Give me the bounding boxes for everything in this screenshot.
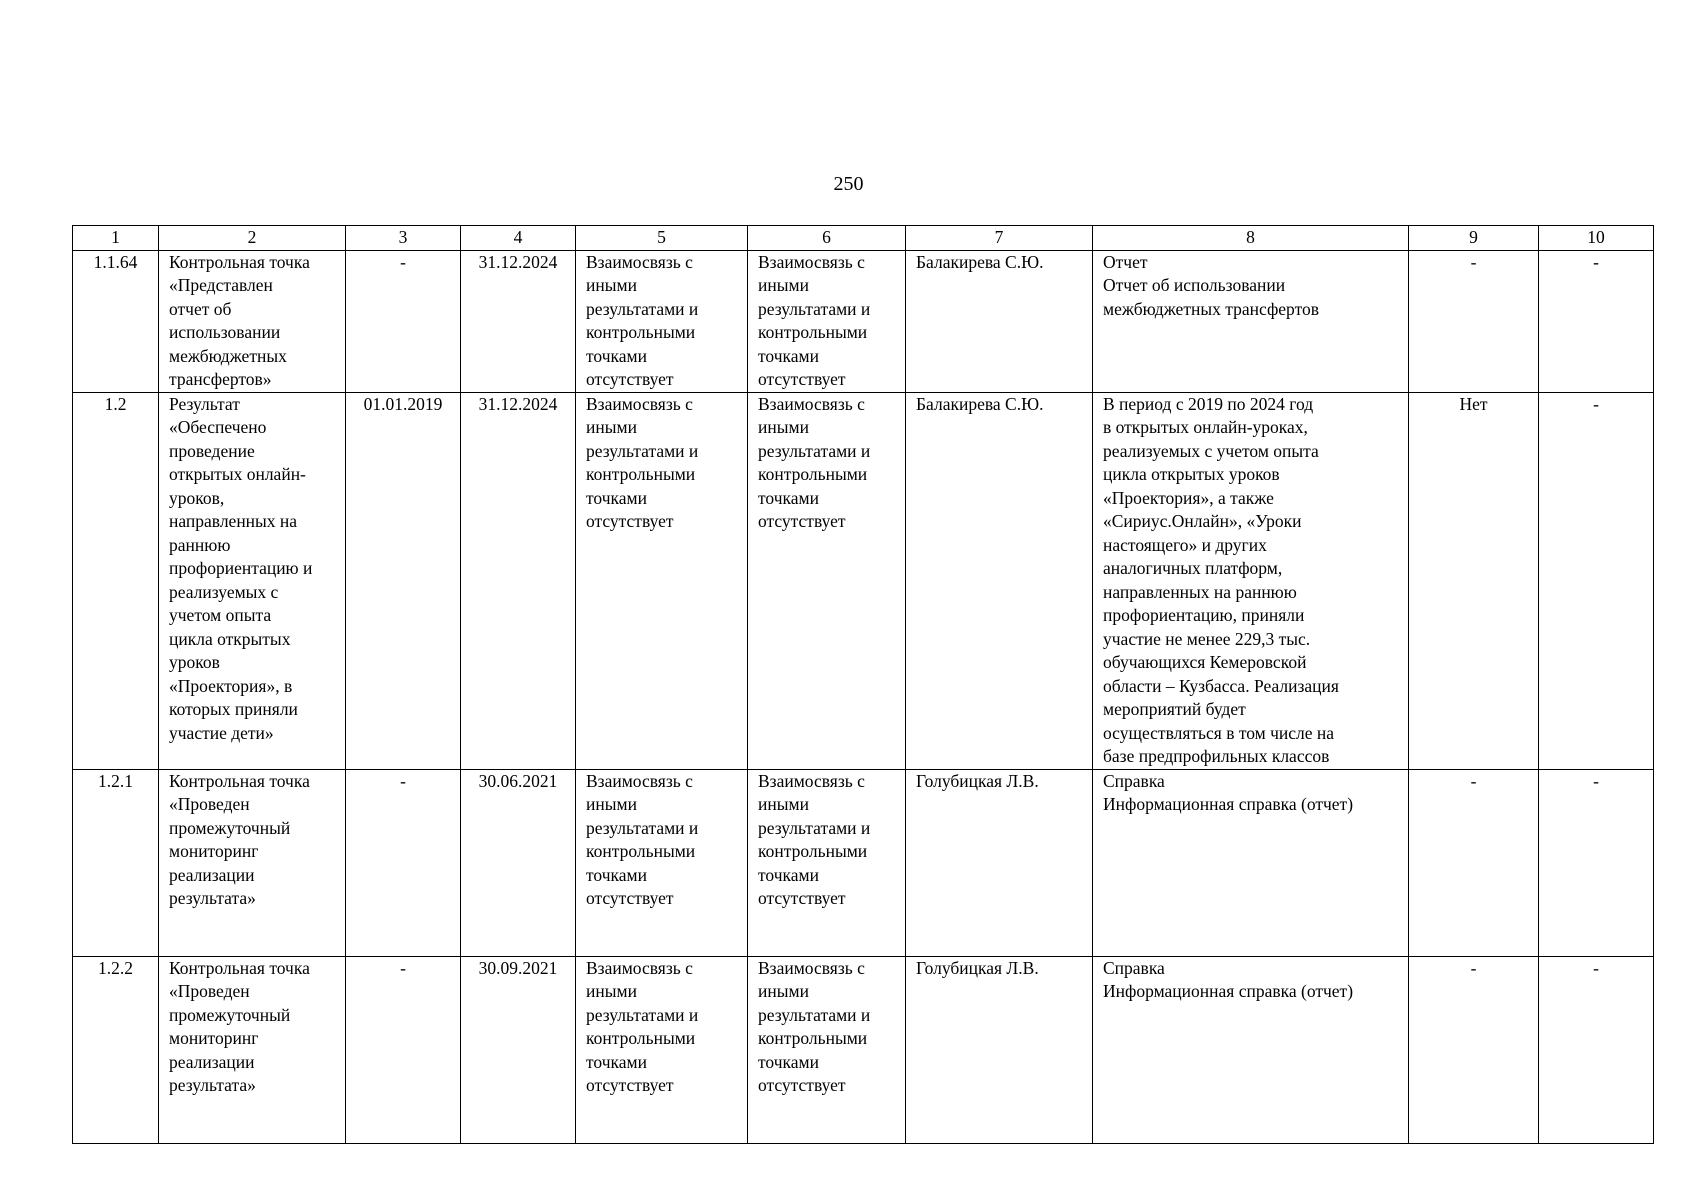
col10-cell: - [1539,956,1654,1143]
row-name-cell: Результат «Обеспечено проведение открытых онлайн- уроков, направленных на раннюю профориентацию и реализуемых с учетом опыта цикла открытых уроков «Проектория», в которых приняли участие дети» [159,392,346,769]
column-header: 1 [73,226,159,251]
table-header-row [73,226,1654,251]
result-cell: Отчет Отчет об использовании межбюджетных трансфертов [1093,250,1409,392]
col9-cell: Нет [1409,392,1539,769]
row-number-cell: 1.1.64 [73,250,159,392]
row-name-cell: Контрольная точка «Проведен промежуточный мониторинг реализации результата» [159,956,346,1143]
table-row [73,956,1654,1143]
link-prev-cell: Взаимосвязь с иными результатами и контрольными точками отсутствует [576,250,748,392]
row-number-cell: 1.2.1 [73,769,159,956]
col9-cell: - [1409,769,1539,956]
responsible-cell: Балакирева С.Ю. [906,250,1093,392]
table-row [73,769,1654,956]
end-date-cell: 31.12.2024 [461,250,576,392]
responsible-cell: Балакирева С.Ю. [906,392,1093,769]
column-header: 4 [461,226,576,251]
column-header: 3 [346,226,461,251]
result-cell: Справка Информационная справка (отчет) [1093,956,1409,1143]
table-row [73,392,1654,769]
start-date-cell: - [346,956,461,1143]
link-next-cell: Взаимосвязь с иными результатами и контрольными точками отсутствует [748,956,906,1143]
page-number: 250 [833,173,864,195]
row-name-cell: Контрольная точка «Проведен промежуточный мониторинг реализации результата» [159,769,346,956]
row-name-cell: Контрольная точка «Представлен отчет об использовании межбюджетных трансфертов» [159,250,346,392]
col10-cell: - [1539,392,1654,769]
end-date-cell: 31.12.2024 [461,392,576,769]
row-number-cell: 1.2.2 [73,956,159,1143]
start-date-cell: - [346,250,461,392]
col9-cell: - [1409,250,1539,392]
column-header: 10 [1539,226,1654,251]
column-header: 2 [159,226,346,251]
link-next-cell: Взаимосвязь с иными результатами и контрольными точками отсутствует [748,769,906,956]
column-header: 8 [1093,226,1409,251]
row-number-cell: 1.2 [73,392,159,769]
col10-cell: - [1539,769,1654,956]
result-cell: В период с 2019 по 2024 год в открытых онлайн-уроках, реализуемых с учетом опыта цикла открытых уроков «Проектория», а также «Сириус.Онлайн», «Уроки настоящего» и других аналогичных платформ, направленных на раннюю профориентацию, приняли участие не менее 229,3 тыс. обучающихся Кемеровской области – Кузбасса. Реализация мероприятий будет осуществляться в том числе на базе предпрофильных классов [1093,392,1409,769]
column-header: 5 [576,226,748,251]
column-header: 6 [748,226,906,251]
column-header: 9 [1409,226,1539,251]
end-date-cell: 30.06.2021 [461,769,576,956]
result-cell: Справка Информационная справка (отчет) [1093,769,1409,956]
link-next-cell: Взаимосвязь с иными результатами и контрольными точками отсутствует [748,392,906,769]
responsible-cell: Голубицкая Л.В. [906,956,1093,1143]
column-header: 7 [906,226,1093,251]
start-date-cell: - [346,769,461,956]
table-row [73,250,1654,392]
link-prev-cell: Взаимосвязь с иными результатами и контрольными точками отсутствует [576,956,748,1143]
link-prev-cell: Взаимосвязь с иными результатами и контрольными точками отсутствует [576,769,748,956]
end-date-cell: 30.09.2021 [461,956,576,1143]
col9-cell: - [1409,956,1539,1143]
link-next-cell: Взаимосвязь с иными результатами и контрольными точками отсутствует [748,250,906,392]
link-prev-cell: Взаимосвязь с иными результатами и контрольными точками отсутствует [576,392,748,769]
start-date-cell: 01.01.2019 [346,392,461,769]
col10-cell: - [1539,250,1654,392]
plan-table [72,225,1654,1144]
responsible-cell: Голубицкая Л.В. [906,769,1093,956]
